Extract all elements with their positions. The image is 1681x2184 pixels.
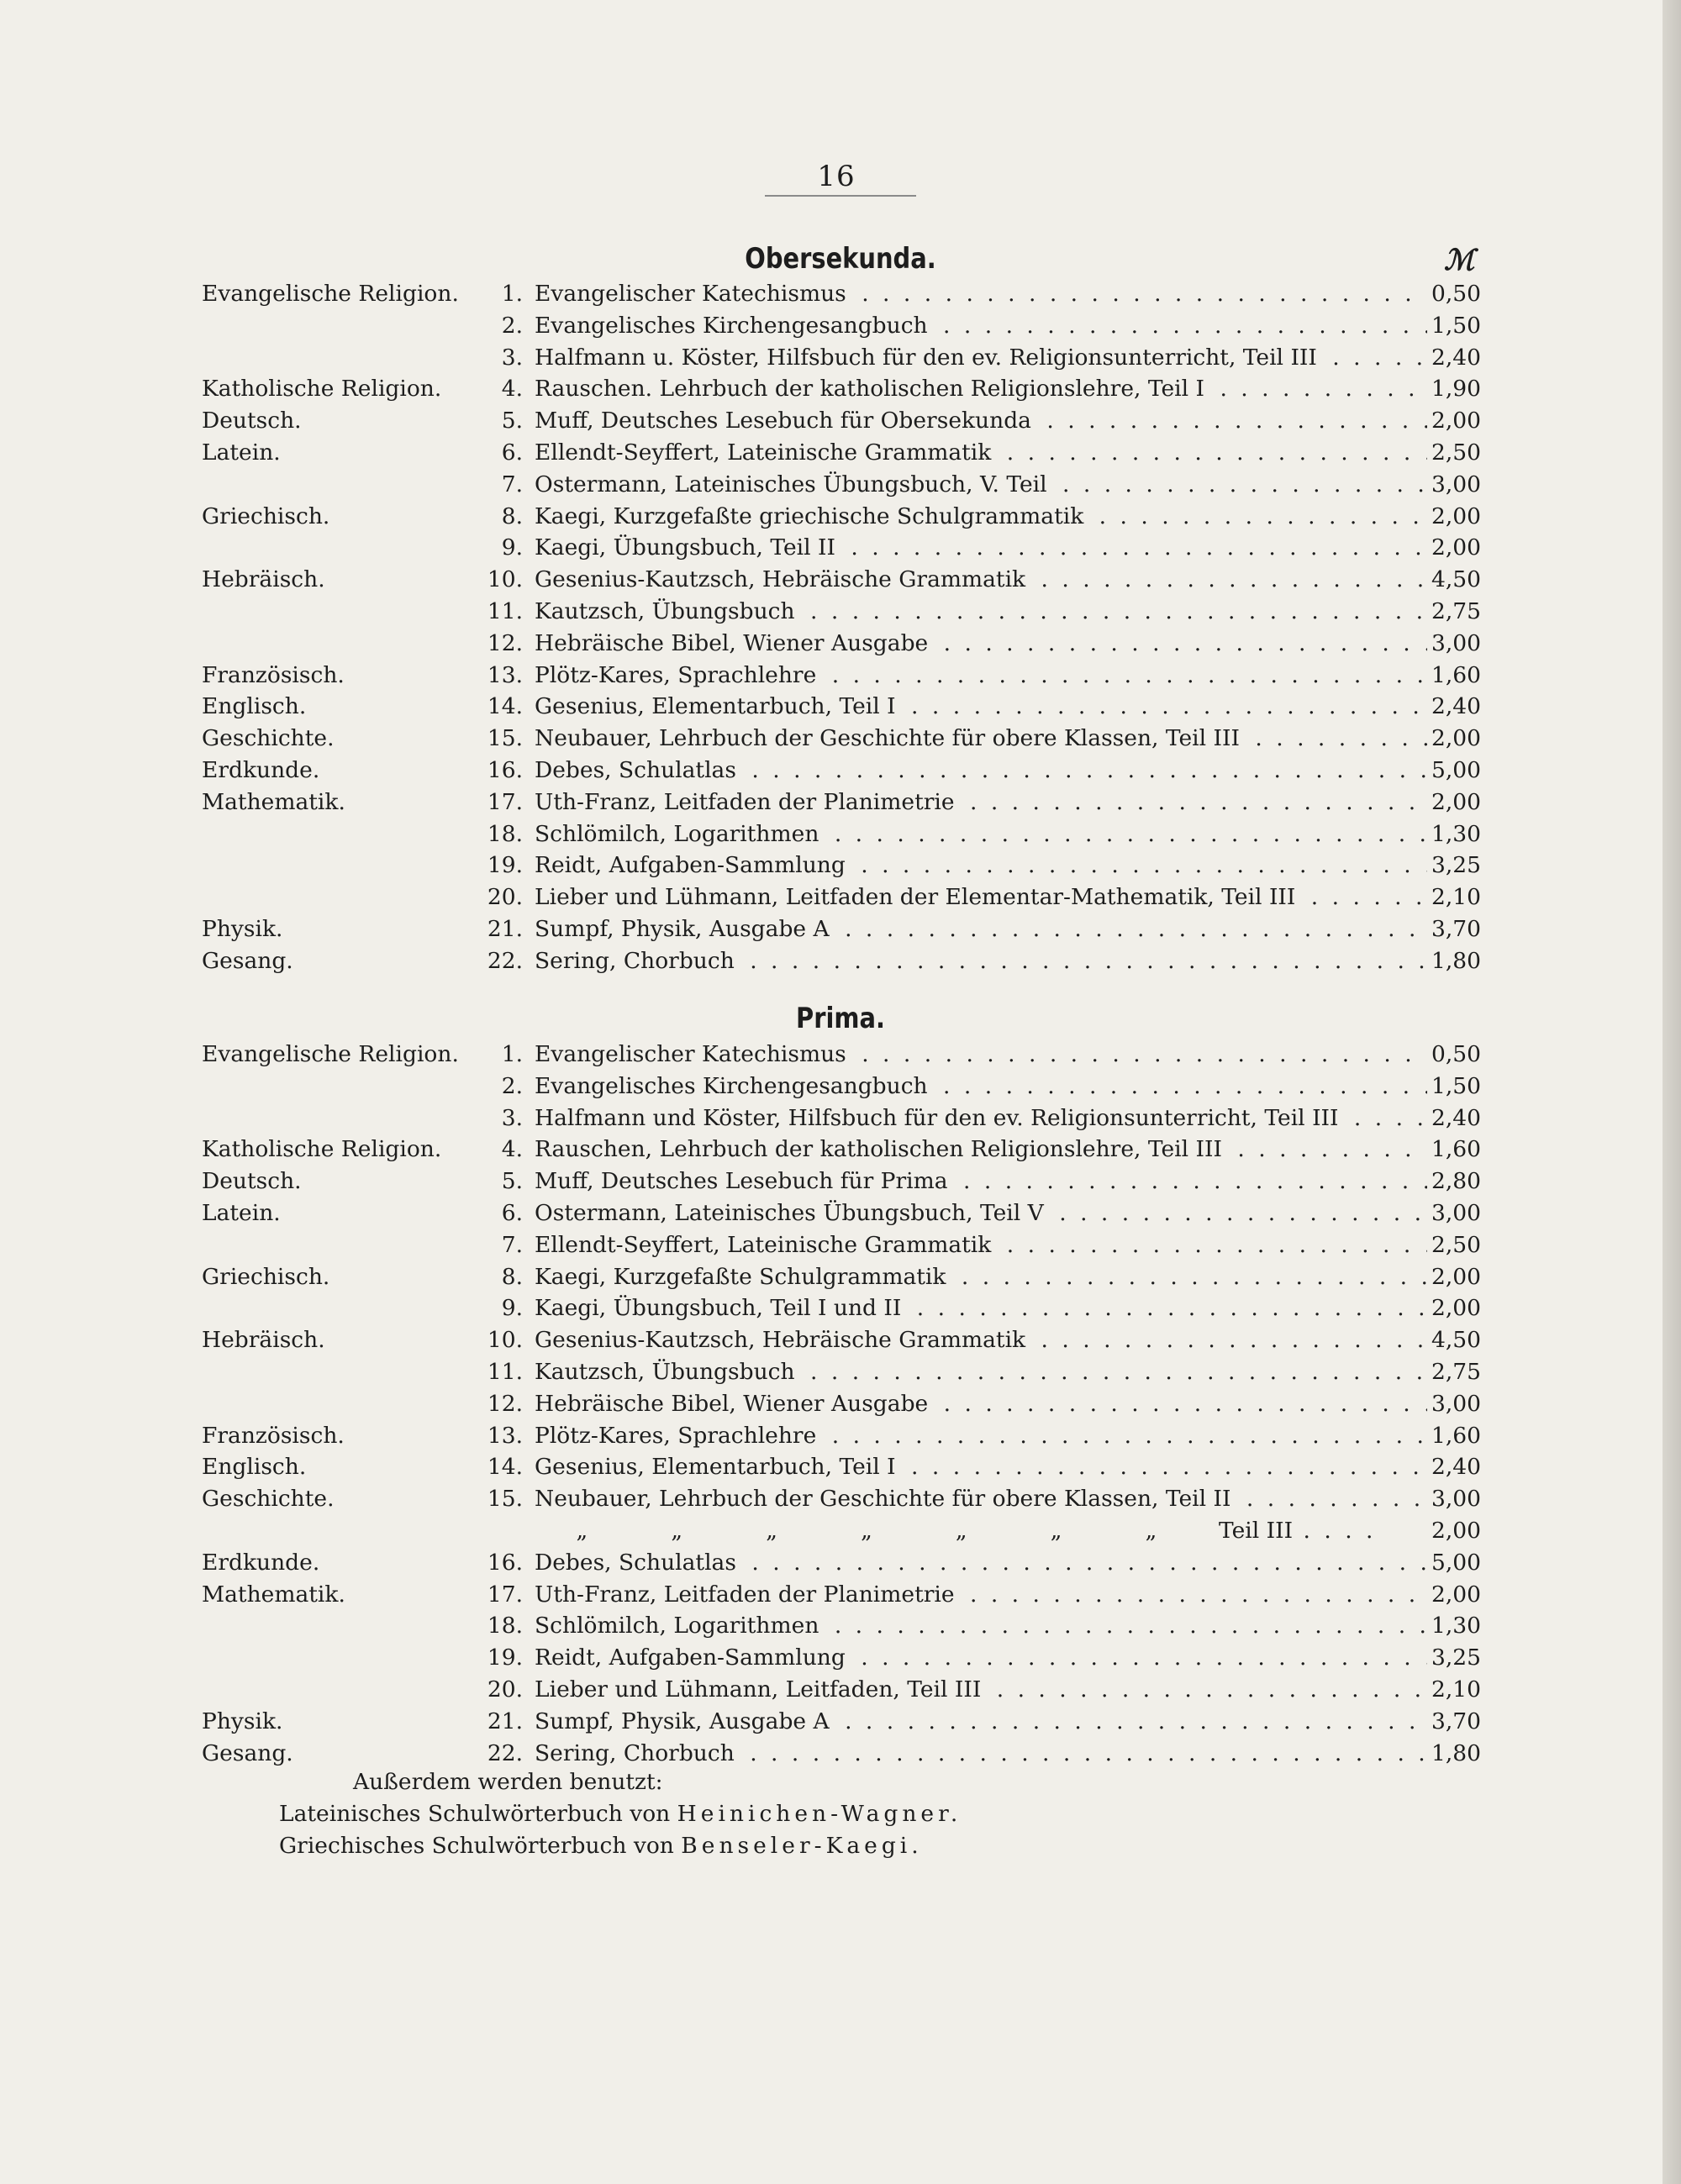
subject-label: Hebräisch. — [202, 1327, 325, 1354]
book-entry — [0, 405, 1681, 437]
book-entry — [0, 881, 1681, 913]
book-title: Neubauer, Lehrbuch der Geschichte für obere Klassen, Teil III — [535, 725, 1245, 751]
entry-number: 19. — [487, 1645, 523, 1671]
entry-number: 1. — [501, 1041, 523, 1067]
entry-number: 4. — [501, 376, 523, 403]
entry-number: 13. — [487, 1422, 523, 1449]
book-title: Ostermann, Lateinisches Übungsbuch, V. Teil — [535, 471, 1052, 497]
book-title: Schlömilch, Logarithmen — [535, 821, 824, 847]
ditto-mark: „ — [576, 1517, 588, 1544]
book-price: 1,80 — [1431, 947, 1481, 974]
book-title: Rauschen, Lehrbuch der katholischen Religionslehre, Teil III — [535, 1136, 1227, 1162]
subject-label: Französisch. — [202, 661, 345, 688]
subject-label: Griechisch. — [202, 503, 330, 529]
subject-label: Katholische Religion. — [202, 376, 442, 403]
book-price: 1,50 — [1431, 1072, 1481, 1099]
ditto-mark: „ — [766, 1517, 777, 1544]
book-price: 2,00 — [1431, 1295, 1481, 1322]
book-price: 1,60 — [1431, 1422, 1481, 1449]
book-title: Sering, Chorbuch — [535, 1740, 740, 1766]
book-price: 3,00 — [1431, 1390, 1481, 1417]
book-title-leader — [535, 881, 1427, 913]
entry-number: 2. — [501, 312, 523, 339]
book-price: 2,40 — [1431, 693, 1481, 720]
ditto-mark: „ — [1145, 1517, 1157, 1544]
book-entry — [0, 1071, 1681, 1103]
obersekunda-book-list — [0, 278, 1681, 977]
book-title-leader — [535, 1547, 1427, 1579]
book-price: 2,80 — [1431, 1168, 1481, 1195]
book-entry — [0, 532, 1681, 564]
entry-number: 6. — [501, 1199, 523, 1226]
book-title-leader — [535, 501, 1427, 533]
book-title-leader — [535, 660, 1427, 692]
subject-label: Mathematik. — [202, 788, 345, 815]
entry-number: 7. — [501, 1231, 523, 1258]
book-price: 2,00 — [1431, 788, 1481, 815]
book-entry — [0, 1292, 1681, 1324]
book-title-leader — [535, 1706, 1427, 1738]
subject-label: Mathematik. — [202, 1581, 345, 1608]
entry-number: 3. — [501, 1104, 523, 1131]
book-entry — [0, 723, 1681, 755]
heading-obersekunda: Obersekunda. — [745, 242, 936, 276]
entry-number: 17. — [487, 1581, 523, 1608]
book-title: Uth-Franz, Leitfaden der Planimetrie — [535, 1581, 960, 1608]
book-entry — [0, 1420, 1681, 1452]
book-entry — [0, 913, 1681, 945]
book-title-leader — [535, 1579, 1427, 1611]
book-title: Kautzsch, Übungsbuch — [535, 1359, 800, 1385]
book-price: 5,00 — [1431, 1549, 1481, 1576]
book-price: 3,25 — [1431, 1645, 1481, 1671]
book-title: Kaegi, Kurzgefaßte Schulgrammatik — [535, 1264, 951, 1290]
book-title-leader — [535, 469, 1427, 501]
book-title-leader — [535, 1166, 1427, 1197]
book-title-leader — [535, 1420, 1427, 1452]
book-title-leader — [535, 1610, 1427, 1642]
entry-number: 11. — [487, 1358, 523, 1385]
entry-number: 9. — [501, 534, 523, 561]
entry-number: 16. — [487, 756, 523, 783]
book-title-leader — [535, 818, 1427, 850]
book-title-leader — [535, 1388, 1427, 1420]
entry-number: 10. — [487, 566, 523, 593]
subject-label: Geschichte. — [202, 1486, 335, 1513]
page-number-rule — [765, 195, 916, 197]
book-entry — [0, 1706, 1681, 1738]
book-price: 3,00 — [1431, 629, 1481, 656]
book-title-leader — [535, 596, 1427, 628]
book-title: Gesenius-Kautzsch, Hebräische Grammatik — [535, 1327, 1030, 1353]
subject-label: Deutsch. — [202, 1168, 302, 1195]
subject-label: Evangelische Religion. — [202, 1041, 459, 1067]
ditto-mark: „ — [1050, 1517, 1062, 1544]
entry-number: 13. — [487, 661, 523, 688]
book-title: Ostermann, Lateinisches Übungsbuch, Teil V — [535, 1200, 1049, 1226]
book-price: 3,25 — [1431, 852, 1481, 879]
book-price: 4,50 — [1431, 566, 1481, 593]
book-title: Evangelisches Kirchengesangbuch — [535, 1073, 933, 1099]
book-title-leader — [535, 1134, 1427, 1166]
book-entry — [0, 787, 1681, 818]
subject-label: Latein. — [202, 439, 281, 466]
entry-number: 14. — [487, 693, 523, 720]
entry-number: 21. — [487, 915, 523, 942]
subject-label: Deutsch. — [202, 408, 302, 434]
book-title-leader — [535, 437, 1427, 469]
book-title-leader — [535, 1292, 1427, 1324]
book-title-leader — [535, 1197, 1427, 1229]
book-title: Kaegi, Kurzgefaßte griechische Schulgrammatik — [535, 503, 1088, 529]
subject-label: Gesang. — [202, 947, 293, 974]
book-price: 1,60 — [1431, 1136, 1481, 1163]
book-title: Muff, Deutsches Lesebuch für Obersekunda — [535, 408, 1036, 434]
book-entry — [0, 1388, 1681, 1420]
book-price: 3,70 — [1431, 915, 1481, 942]
book-entry — [0, 628, 1681, 660]
closing-intro: Außerdem werden benutzt: — [353, 1769, 663, 1795]
book-entry — [0, 755, 1681, 787]
entry-number: 16. — [487, 1549, 523, 1576]
entry-number: 1. — [501, 281, 523, 307]
prima-book-list — [0, 1039, 1681, 1769]
entry-number: 17. — [487, 788, 523, 815]
book-title: Plötz-Kares, Sprachlehre — [535, 662, 821, 688]
book-price: 3,00 — [1431, 1199, 1481, 1226]
book-entry — [0, 310, 1681, 342]
entry-number: 8. — [501, 1263, 523, 1290]
subject-label: Geschichte. — [202, 725, 335, 752]
latin-dictionary-line — [279, 1798, 962, 1830]
book-title-leader — [535, 564, 1427, 596]
book-title: Halfmann u. Köster, Hilfsbuch für den ev. Religionsunterricht, Teil III — [535, 345, 1322, 371]
book-entry — [0, 342, 1681, 374]
book-title: Plötz-Kares, Sprachlehre — [535, 1423, 821, 1449]
book-price: 3,70 — [1431, 1708, 1481, 1734]
book-price: 1,30 — [1431, 820, 1481, 847]
book-title-leader — [535, 373, 1427, 405]
subject-label: Erdkunde. — [202, 1549, 320, 1576]
book-title-leader — [535, 1229, 1427, 1261]
book-title: Hebräische Bibel, Wiener Ausgabe — [535, 1391, 933, 1417]
book-price: 2,00 — [1431, 408, 1481, 434]
book-title-leader — [535, 945, 1427, 977]
entry-number: 11. — [487, 597, 523, 624]
book-price: 2,40 — [1431, 1104, 1481, 1131]
entry-number: 8. — [501, 503, 523, 529]
book-entry — [0, 660, 1681, 692]
ditto-mark: „ — [861, 1517, 872, 1544]
book-entry — [0, 1039, 1681, 1071]
entry-number: 2. — [501, 1072, 523, 1099]
book-title-leader — [535, 532, 1427, 564]
book-title: Evangelischer Katechismus — [535, 281, 851, 307]
book-title: Halfmann und Köster, Hilfsbuch für den ev. Religionsunterricht, Teil III — [535, 1105, 1343, 1131]
book-title: Uth-Franz, Leitfaden der Planimetrie — [535, 789, 960, 815]
book-entry — [0, 564, 1681, 596]
book-entry — [0, 691, 1681, 723]
book-entry — [0, 1515, 1681, 1547]
book-price: 1,60 — [1431, 661, 1481, 688]
subject-label: Katholische Religion. — [202, 1136, 442, 1163]
entry-number: 7. — [501, 471, 523, 497]
book-entry — [0, 1547, 1681, 1579]
book-title-leader — [535, 1324, 1427, 1356]
book-title: Kaegi, Übungsbuch, Teil I und II — [535, 1295, 906, 1321]
entry-number: 6. — [501, 439, 523, 466]
book-price: 2,50 — [1431, 1231, 1481, 1258]
greek-dictionary-line — [279, 1830, 923, 1862]
subject-label: Griechisch. — [202, 1263, 330, 1290]
book-entry — [0, 278, 1681, 310]
subject-label: Gesang. — [202, 1739, 293, 1766]
book-title-leader — [535, 1738, 1427, 1770]
book-title-leader — [535, 787, 1427, 818]
book-title-leader — [535, 1451, 1427, 1483]
book-price: 0,50 — [1431, 281, 1481, 307]
entry-number: 5. — [501, 1168, 523, 1195]
entry-number: 15. — [487, 725, 523, 752]
entry-number: 12. — [487, 1390, 523, 1417]
book-entry — [0, 437, 1681, 469]
book-price: 0,50 — [1431, 1041, 1481, 1067]
entry-number: 10. — [487, 1327, 523, 1354]
book-title-leader — [535, 1261, 1427, 1293]
book-title: Hebräische Bibel, Wiener Ausgabe — [535, 630, 933, 656]
book-title: Evangelischer Katechismus — [535, 1041, 851, 1067]
subject-label: Physik. — [202, 1708, 283, 1734]
book-entry — [0, 1579, 1681, 1611]
book-price: 1,30 — [1431, 1613, 1481, 1639]
book-entry — [0, 1324, 1681, 1356]
book-title-leader — [535, 691, 1427, 723]
book-entry — [0, 1451, 1681, 1483]
book-entry — [0, 1261, 1681, 1293]
book-title: Debes, Schulatlas — [535, 1550, 741, 1576]
book-price: 2,00 — [1431, 725, 1481, 752]
book-entry — [0, 501, 1681, 533]
book-title: Reidt, Aufgaben-Sammlung — [535, 852, 851, 878]
book-price: 2,00 — [1431, 503, 1481, 529]
book-entry — [0, 1229, 1681, 1261]
book-entry — [0, 596, 1681, 628]
book-price: 2,00 — [1431, 1581, 1481, 1608]
book-price: 2,00 — [1431, 534, 1481, 561]
book-title: Kaegi, Übungsbuch, Teil II — [535, 534, 840, 560]
book-entry — [0, 945, 1681, 977]
book-title-leader — [535, 1039, 1427, 1071]
book-title: Sumpf, Physik, Ausgabe A — [535, 1708, 835, 1734]
currency-symbol: ℳ — [1444, 244, 1475, 277]
book-price: 2,10 — [1431, 1676, 1481, 1702]
book-price: 3,00 — [1431, 1486, 1481, 1513]
ditto-mark: „ — [955, 1517, 967, 1544]
book-title-leader — [535, 850, 1427, 881]
book-price: 2,75 — [1431, 597, 1481, 624]
book-title-leader — [535, 310, 1427, 342]
book-title-leader — [535, 1483, 1427, 1515]
book-title-leader — [535, 1674, 1427, 1706]
book-title: Debes, Schulatlas — [535, 757, 741, 783]
entry-number: 14. — [487, 1454, 523, 1481]
entry-number: 20. — [487, 884, 523, 911]
book-entry — [0, 1483, 1681, 1515]
book-title-leader — [535, 1071, 1427, 1103]
book-price: 2,50 — [1431, 439, 1481, 466]
book-title-leader — [535, 628, 1427, 660]
book-title-leader — [535, 1642, 1427, 1674]
entry-number: 12. — [487, 629, 523, 656]
book-price: 4,50 — [1431, 1327, 1481, 1354]
book-title: Evangelisches Kirchengesangbuch — [535, 313, 933, 339]
book-entry — [0, 1134, 1681, 1166]
book-title: Gesenius, Elementarbuch, Teil I — [535, 1454, 901, 1480]
ditto-label: Teil III . . . . — [1219, 1515, 1376, 1547]
entry-number: 20. — [487, 1676, 523, 1702]
latin-dictionary-text: Lateinisches Schulwörterbuch von — [279, 1801, 677, 1827]
book-entry — [0, 373, 1681, 405]
page-number: 16 — [817, 160, 856, 193]
book-title: Ellendt-Seyffert, Lateinische Grammatik — [535, 439, 996, 466]
book-price: 2,40 — [1431, 1454, 1481, 1481]
book-title: Kautzsch, Übungsbuch — [535, 598, 800, 624]
entry-number: 9. — [501, 1295, 523, 1322]
book-title: Lieber und Lühmann, Leitfaden der Elementar-Mathematik, Teil III — [535, 884, 1300, 910]
entry-number: 18. — [487, 1613, 523, 1639]
book-entry — [0, 1738, 1681, 1770]
book-price: 5,00 — [1431, 756, 1481, 783]
book-title-leader — [535, 1103, 1427, 1134]
book-title-leader — [535, 755, 1427, 787]
entry-number: 22. — [487, 947, 523, 974]
book-title-leader — [535, 342, 1427, 374]
book-title: Rauschen. Lehrbuch der katholischen Religionslehre, Teil I — [535, 376, 1209, 402]
heading-prima: Prima. — [796, 1002, 885, 1035]
book-entry — [0, 1674, 1681, 1706]
entry-number: 22. — [487, 1739, 523, 1766]
book-entry — [0, 1610, 1681, 1642]
entry-number: 18. — [487, 820, 523, 847]
subject-label: Englisch. — [202, 1454, 307, 1481]
latin-dictionary-author: Heinichen-Wagner. — [677, 1801, 962, 1827]
book-title-leader — [535, 913, 1427, 945]
subject-label: Physik. — [202, 915, 283, 942]
book-entry — [0, 1103, 1681, 1134]
book-entry — [0, 850, 1681, 881]
book-price: 2,00 — [1431, 1263, 1481, 1290]
subject-label: Französisch. — [202, 1422, 345, 1449]
subject-label: Evangelische Religion. — [202, 281, 459, 307]
subject-label: Hebräisch. — [202, 566, 325, 593]
entry-number: 4. — [501, 1136, 523, 1163]
book-title: Sumpf, Physik, Ausgabe A — [535, 916, 835, 942]
ditto-mark: „ — [671, 1517, 683, 1544]
greek-dictionary-author: Benseler-Kaegi. — [681, 1833, 923, 1859]
book-price: 2,10 — [1431, 884, 1481, 911]
book-title: Lieber und Lühmann, Leitfaden, Teil III — [535, 1676, 986, 1702]
book-entry — [0, 1356, 1681, 1388]
book-entry — [0, 1197, 1681, 1229]
entry-number: 15. — [487, 1486, 523, 1513]
book-price: 1,50 — [1431, 312, 1481, 339]
book-title: Muff, Deutsches Lesebuch für Prima — [535, 1168, 953, 1194]
book-title: Ellendt-Seyffert, Lateinische Grammatik — [535, 1232, 996, 1258]
book-title: Sering, Chorbuch — [535, 948, 740, 974]
greek-dictionary-text: Griechisches Schulwörterbuch von — [279, 1833, 682, 1859]
book-title-leader — [535, 405, 1427, 437]
book-price: 1,80 — [1431, 1739, 1481, 1766]
book-price: 2,40 — [1431, 344, 1481, 371]
book-title: Gesenius-Kautzsch, Hebräische Grammatik — [535, 566, 1030, 592]
book-entry — [0, 818, 1681, 850]
entry-number: 21. — [487, 1708, 523, 1734]
book-title-leader — [535, 1356, 1427, 1388]
book-entry — [0, 1166, 1681, 1197]
subject-label: Englisch. — [202, 693, 307, 720]
book-price: 3,00 — [1431, 471, 1481, 497]
ditto-marks — [535, 1515, 1199, 1547]
book-price: 2,00 — [1431, 1517, 1481, 1544]
book-entry — [0, 1642, 1681, 1674]
entry-number: 5. — [501, 408, 523, 434]
entry-number: 19. — [487, 852, 523, 879]
book-price: 1,90 — [1431, 376, 1481, 403]
book-entry — [0, 469, 1681, 501]
book-title: Schlömilch, Logarithmen — [535, 1613, 824, 1639]
entry-number: 3. — [501, 344, 523, 371]
book-price: 2,75 — [1431, 1358, 1481, 1385]
book-title: Gesenius, Elementarbuch, Teil I — [535, 693, 901, 719]
book-title: Neubauer, Lehrbuch der Geschichte für obere Klassen, Teil II — [535, 1486, 1236, 1512]
book-title: Reidt, Aufgaben-Sammlung — [535, 1645, 851, 1671]
book-title-leader — [535, 278, 1427, 310]
subject-label: Erdkunde. — [202, 756, 320, 783]
book-title-leader — [535, 723, 1427, 755]
subject-label: Latein. — [202, 1199, 281, 1226]
